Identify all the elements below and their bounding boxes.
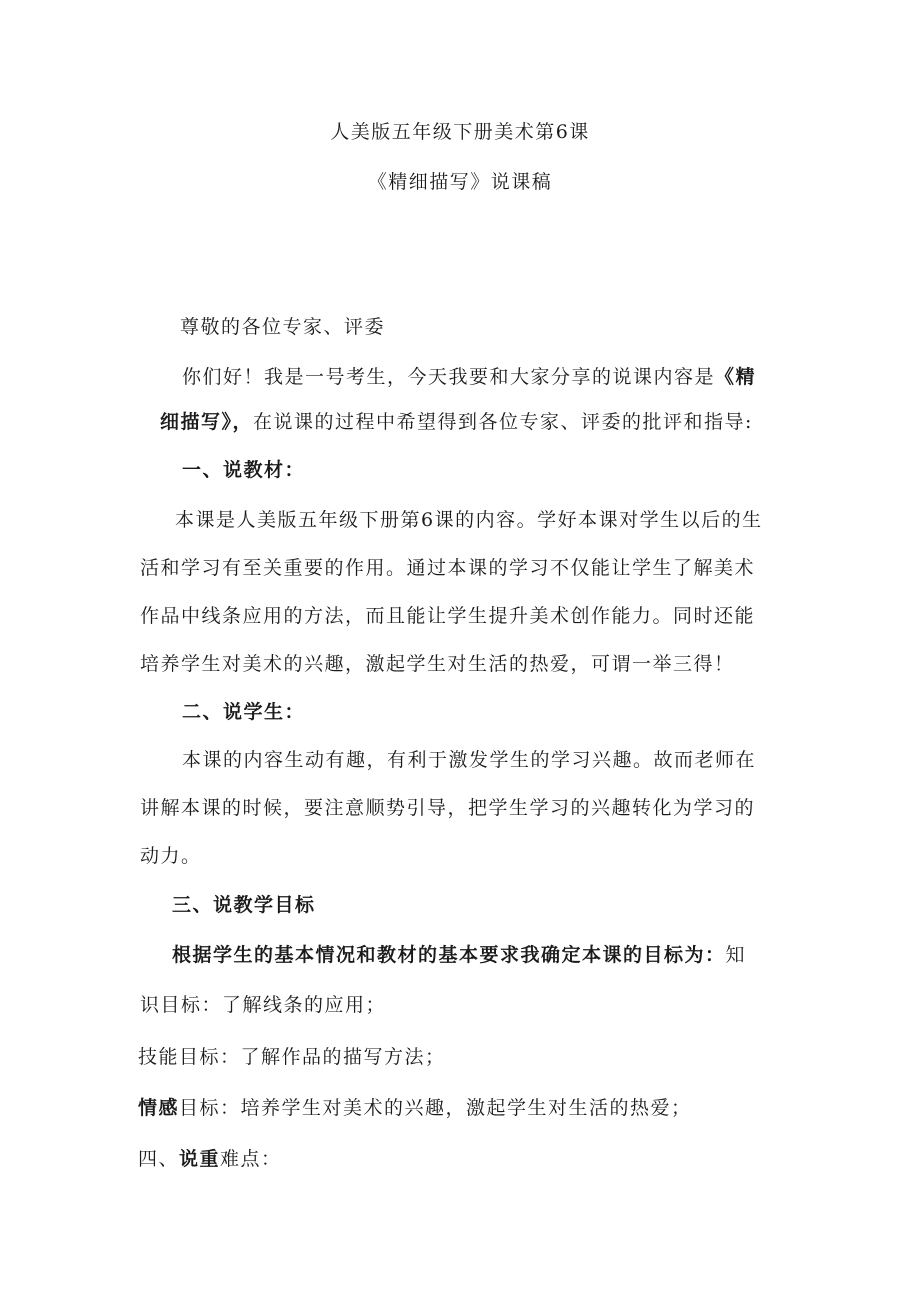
emotion-goal-bold: 情感 [138,1097,180,1119]
section2-line2: 讲解本课的时候，要注意顺势引导，把学生学习的兴趣转化为学习的 [140,797,756,819]
section4-suffix: 难点： [220,1148,282,1170]
section1-heading: 一、说教材： [182,459,306,481]
section1-line2: 活和学习有至关重要的作用。通过本课的学习不仅能让学生了解美术 [140,557,756,579]
section1-line1: 本课是人美版五年级下册第6课的内容。学好本课对学生以后的生 [175,509,763,531]
section4-heading [138,1147,282,1171]
section1-line3: 作品中线条应用的方法，而且能让学生提升美术创作能力。同时还能 [140,605,756,627]
section3-lead-rest: 知 [725,944,747,966]
section1-line4: 培养学生对美术的兴趣，激起学生对生活的热爱，可谓一举三得！ [140,653,735,675]
intro-title-close: 细描写》， [160,411,254,433]
section2-line3: 动力。 [140,845,202,867]
emotion-goal-rest: 目标：培养学生对美术的兴趣，激起学生对生活的热爱； [179,1097,692,1119]
section3-lead-bold: 根据学生的基本情况和教材的基本要求我确定本课的目标为： [172,944,726,966]
doc-title-line1: 人美版五年级下册美术第6课 [330,121,590,143]
doc-title-line2: 《精细描写》说课稿 [367,171,553,193]
section2-line1: 本课的内容生动有趣，有利于激发学生的学习兴趣。故而老师在 [182,749,757,771]
knowledge-goal: 识目标：了解线条的应用； [140,994,387,1016]
section3-heading: 三、说教学目标 [172,894,316,916]
section2-heading: 二、说学生： [182,701,306,723]
skill-goal: 技能目标：了解作品的描写方法； [138,1046,446,1068]
intro-title-open: 《精 [715,366,757,388]
section4-prefix: 四、 [138,1148,180,1170]
section3-lead [172,943,746,967]
emotion-goal [138,1096,692,1120]
salutation: 尊敬的各位专家、评委 [180,316,386,338]
intro-text-d: 在说课的过程中希望得到各位专家、评委的批评和指导: [253,411,753,433]
section4-bold: 说重 [179,1148,221,1170]
intro-line2 [160,410,753,434]
intro-line1 [182,365,756,389]
intro-text-a: 你们好！我是一号考生，今天我要和大家分享的说课内容是 [182,366,716,388]
